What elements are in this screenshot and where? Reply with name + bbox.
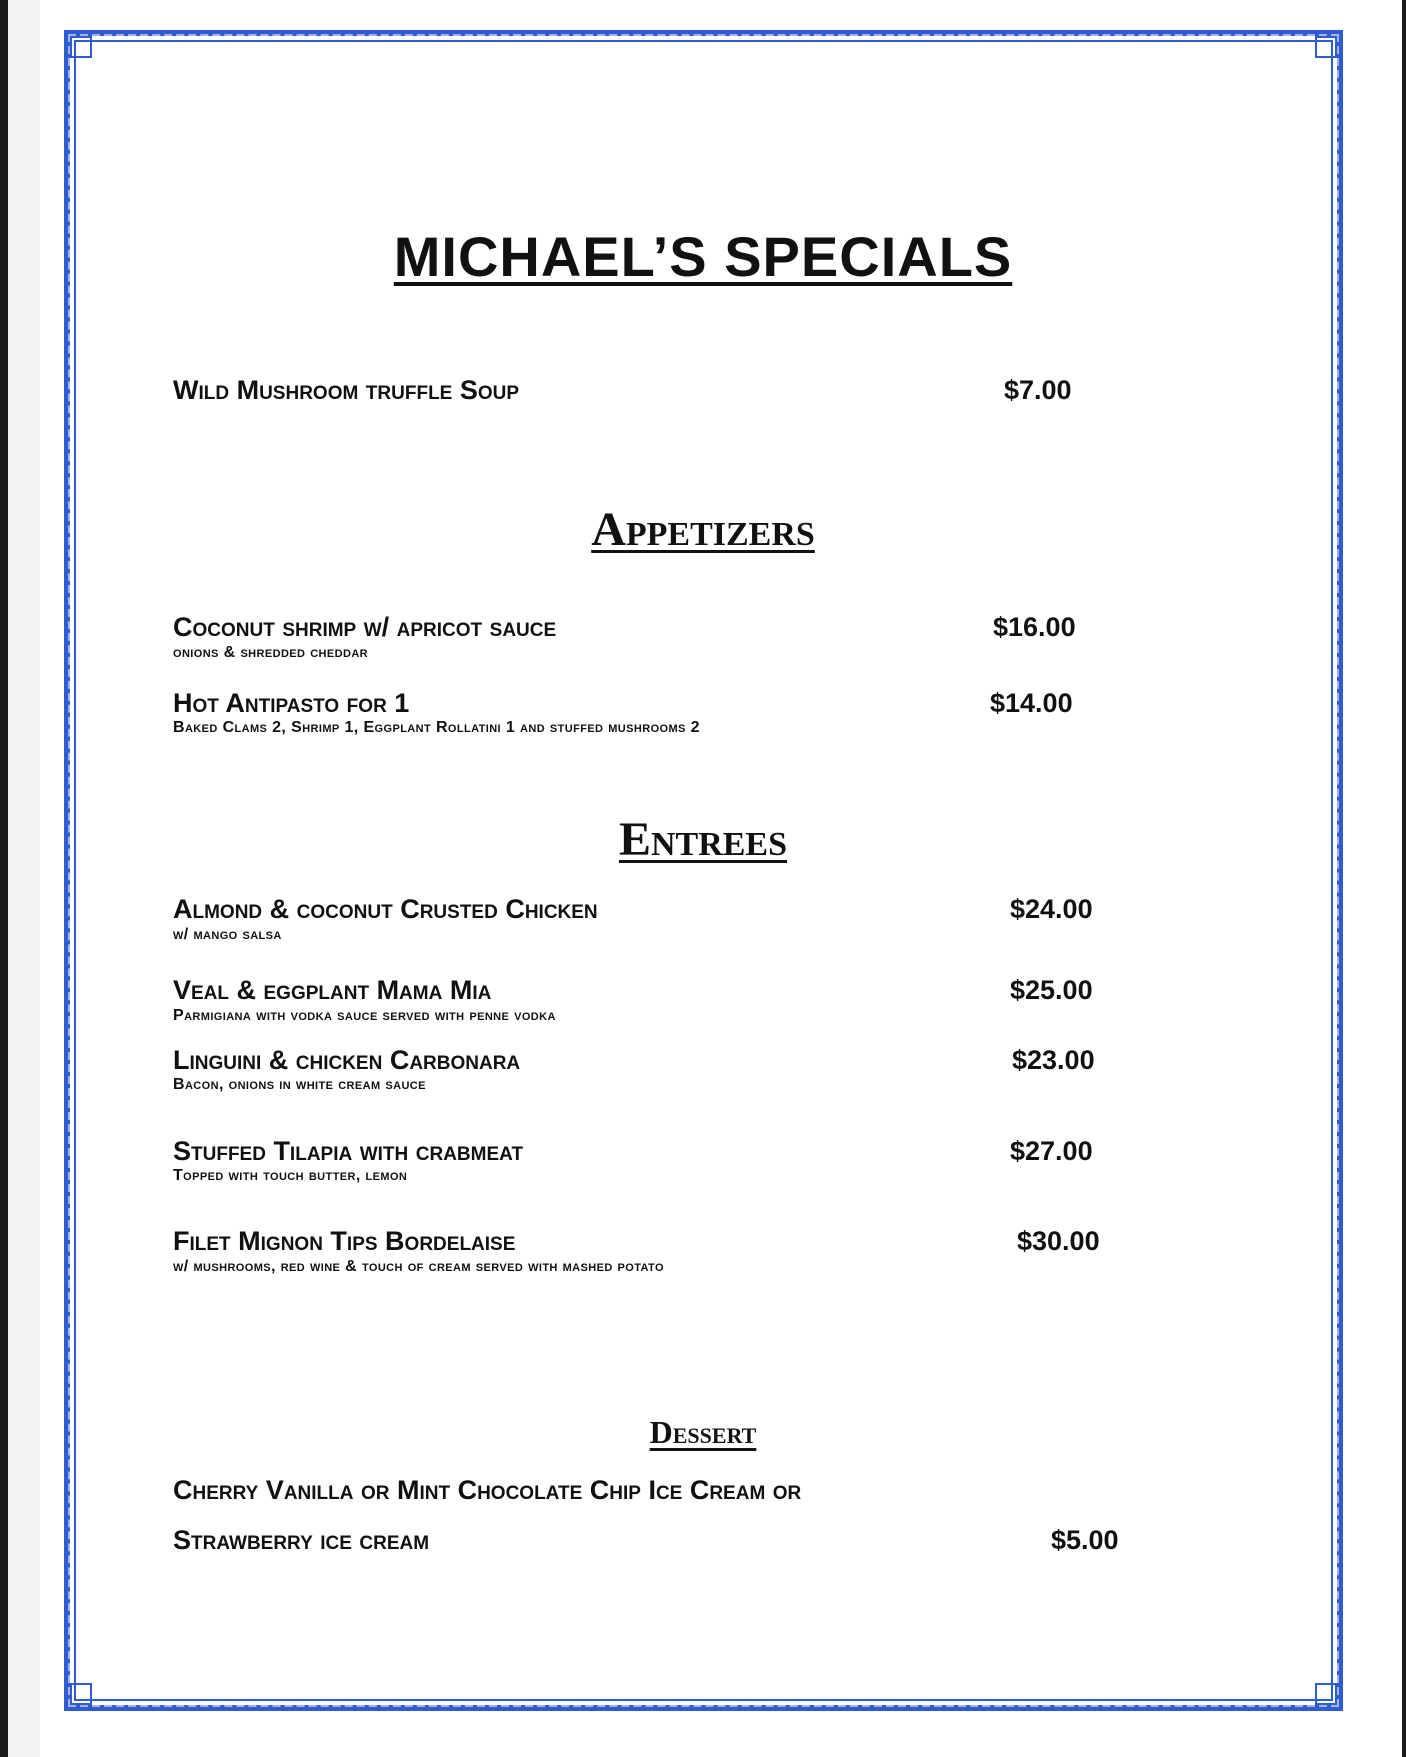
- dessert-line-1: Cherry Vanilla or Mint Chocolate Chip Ice Cream or: [173, 1475, 802, 1505]
- dessert-line-2: Strawberry ice cream: [173, 1525, 430, 1555]
- appetizer-desc: onions & shredded cheddar: [173, 644, 369, 661]
- dessert-price: $5.00: [1051, 1525, 1119, 1555]
- border-corner-top-right: [1315, 36, 1337, 58]
- border-corner-top-left: [70, 36, 92, 58]
- border-corner-bottom-right: [1315, 1683, 1337, 1705]
- soup-price: $7.00: [1004, 375, 1072, 405]
- appetizer-price: $16.00: [993, 612, 1076, 642]
- entree-price: $27.00: [1010, 1136, 1093, 1166]
- appetizers-heading: [0, 502, 1406, 557]
- entree-price: $23.00: [1012, 1045, 1095, 1075]
- appetizer-price: $14.00: [990, 688, 1073, 718]
- entree-name: Veal & eggplant Mama Mia: [173, 975, 492, 1005]
- soup-name: Wild Mushroom truffle Soup: [173, 375, 520, 405]
- dessert-heading-text: Dessert: [649, 1414, 757, 1450]
- appetizer-desc: Baked Clams 2, Shrimp 1, Eggplant Rollatini 1 and stuffed mushrooms 2: [173, 719, 700, 736]
- entree-price: $25.00: [1010, 975, 1093, 1005]
- dessert-heading: [0, 1414, 1406, 1451]
- entree-price: $30.00: [1017, 1226, 1100, 1256]
- entree-desc: Bacon, onions in white cream sauce: [173, 1076, 426, 1093]
- menu-border-inner: [74, 40, 1333, 1701]
- entree-desc: w/ mushrooms, red wine & touch of cream served with mashed potato: [173, 1258, 664, 1275]
- appetizer-name: Hot Antipasto for 1: [173, 688, 410, 718]
- appetizers-heading-text: Appetizers: [591, 503, 815, 556]
- border-corner-bottom-left: [70, 1683, 92, 1705]
- entree-name: Filet Mignon Tips Bordelaise: [173, 1226, 516, 1256]
- appetizer-name: Coconut shrimp w/ apricot sauce: [173, 612, 557, 642]
- entrees-heading-text: Entrees: [618, 813, 788, 866]
- entree-name: Stuffed Tilapia with crabmeat: [173, 1136, 524, 1166]
- entree-desc: w/ mango salsa: [173, 926, 282, 943]
- entree-desc: Topped with touch butter, lemon: [173, 1167, 408, 1184]
- entree-name: Linguini & chicken Carbonara: [173, 1045, 521, 1075]
- entree-price: $24.00: [1010, 894, 1093, 924]
- entrees-heading: [0, 812, 1406, 867]
- menu-title: [0, 224, 1406, 289]
- entree-name: Almond & coconut Crusted Chicken: [173, 894, 598, 924]
- menu-title-text: MICHAEL’S SPECIALS: [393, 225, 1013, 288]
- entree-desc: Parmigiana with vodka sauce served with penne vodka: [173, 1007, 556, 1024]
